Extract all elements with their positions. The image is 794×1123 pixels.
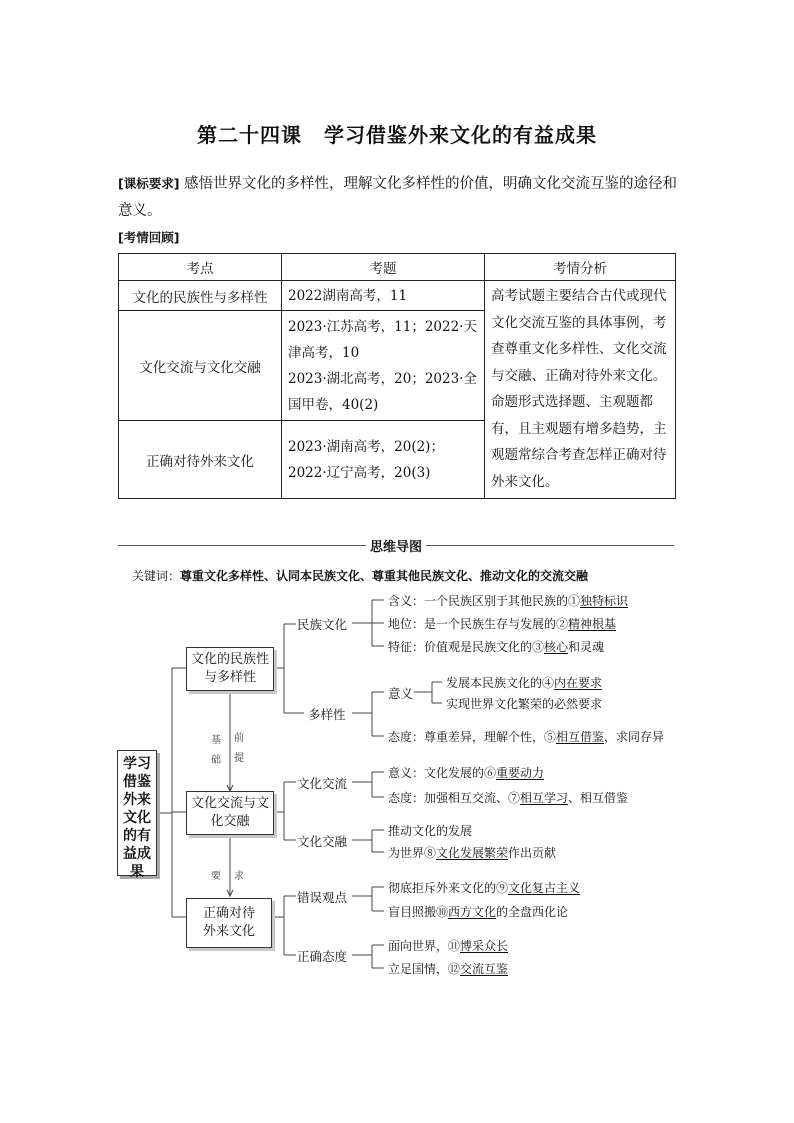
sub-cultural-exchange: 文化交流 (297, 776, 348, 791)
page-title (0, 119, 794, 148)
row-question (282, 311, 485, 421)
table-row (119, 281, 676, 311)
leaf-status: 地位：是一个民族生存与发展的②精神根基 (388, 617, 617, 631)
exam-table (118, 253, 676, 499)
conn-label: 基 (211, 735, 221, 746)
leaf-world-prosperity: 实现世界文化繁荣的必然要求 (446, 697, 603, 711)
leaf-exchange-attitude: 态度：加强相互交流、⑦相互学习、相互借鉴 (388, 791, 629, 805)
keywords-text: 尊重文化多样性、认同本民族文化、尊重其他民族文化、推动文化的交流交融 (180, 569, 589, 583)
requirement-text: 感悟世界文化的多样性，理解文化多样性的价值，明确文化交流互鉴的途径和意义。 (118, 176, 678, 219)
header-question: 考题 (282, 254, 485, 281)
leaf-world-contribution: 为世界⑧文化发展繁荣作出贡献 (388, 846, 557, 860)
lesson-name: 学习借鉴外来文化的有益成果 (324, 123, 597, 147)
sub-cultural-fusion: 文化交融 (297, 834, 348, 849)
node-exchange-fusion: 文化交流与文化交融 (186, 791, 274, 835)
row-point: 文化交流与文化交融 (119, 311, 282, 421)
leaf-exchange-meaning: 意义：文化发展的⑥重要动力 (388, 766, 545, 780)
leaf-face-world: 面向世界，⑪博采众长 (388, 939, 509, 953)
section-title-text: 思维导图 (366, 540, 426, 555)
question-item: 2023·湖北高考，20；2023·全国甲卷，40(2) (288, 370, 477, 413)
row-question: 2022湖南高考，11 (282, 281, 485, 311)
leaf-meaning: 含义：一个民族区别于其他民族的①独特标识 (388, 594, 629, 608)
question-item: 2023·江苏高考，11；2022·天津高考，10 (288, 318, 477, 361)
analysis-cell: 高考试题主要结合古代或现代文化交流互鉴的具体事例，考查尊重文化多样性、文化交流与交融、正确对待外来文化。命题形式选择题、主观题都有，且主观题有增多趋势，主观题常综合考查怎样正确对待外来文化。 (485, 281, 676, 499)
node-nationality-diversity: 文化的民族性与多样性 (186, 647, 274, 691)
leaf-diversity-attitude: 态度：尊重差异，理解个性，⑤相互借鉴，求同存异 (388, 730, 665, 744)
requirement-tag: [课标要求] (118, 176, 180, 191)
lesson-number: 第二十四课 (197, 123, 302, 147)
conn-label: 求 (234, 871, 244, 882)
leaf-cultural-revivalism: 彻底拒斥外来文化的⑨文化复古主义 (388, 881, 581, 895)
keywords-label: 关键词： (132, 569, 181, 583)
sub-diversity: 多样性 (308, 707, 346, 722)
row-point: 文化的民族性与多样性 (119, 281, 282, 311)
header-analysis: 考情分析 (485, 254, 676, 281)
conn-label: 前 (234, 733, 244, 744)
conn-label: 提 (234, 753, 244, 764)
mindmap-section-title (118, 536, 674, 554)
curriculum-requirement (118, 170, 678, 225)
table-header-row (119, 254, 676, 281)
sub-wrong-views: 错误观点 (297, 890, 348, 905)
sub-diversity-meaning: 意义 (388, 686, 414, 701)
keywords-line (132, 567, 588, 584)
conn-label: 础 (211, 755, 221, 766)
leaf-feature: 特征：价值观是民族文化的③核心和灵魂 (388, 640, 605, 654)
review-label: [考情回顾] (118, 230, 180, 245)
header-point: 考点 (119, 254, 282, 281)
leaf-westernization: 盲目照搬⑩西方文化的全盘西化论 (388, 905, 569, 919)
leaf-national-condition: 立足国情，⑫交流互鉴 (388, 962, 509, 976)
leaf-develop-own: 发展本民族文化的④内在要求 (446, 676, 603, 690)
sub-right-attitude: 正确态度 (297, 949, 348, 964)
sub-national-culture: 民族文化 (297, 617, 348, 632)
mindmap-root: 学习借鉴外来文化的有益成果 (117, 750, 157, 876)
row-question: 2023·湖南高考，20(2)；2022·辽宁高考，20(3) (282, 421, 485, 499)
node-foreign-culture: 正确对待外来文化 (186, 898, 272, 948)
row-point: 正确对待外来文化 (119, 421, 282, 499)
conn-label: 要 (211, 871, 221, 882)
leaf-promote-development: 推动文化的发展 (388, 824, 473, 838)
